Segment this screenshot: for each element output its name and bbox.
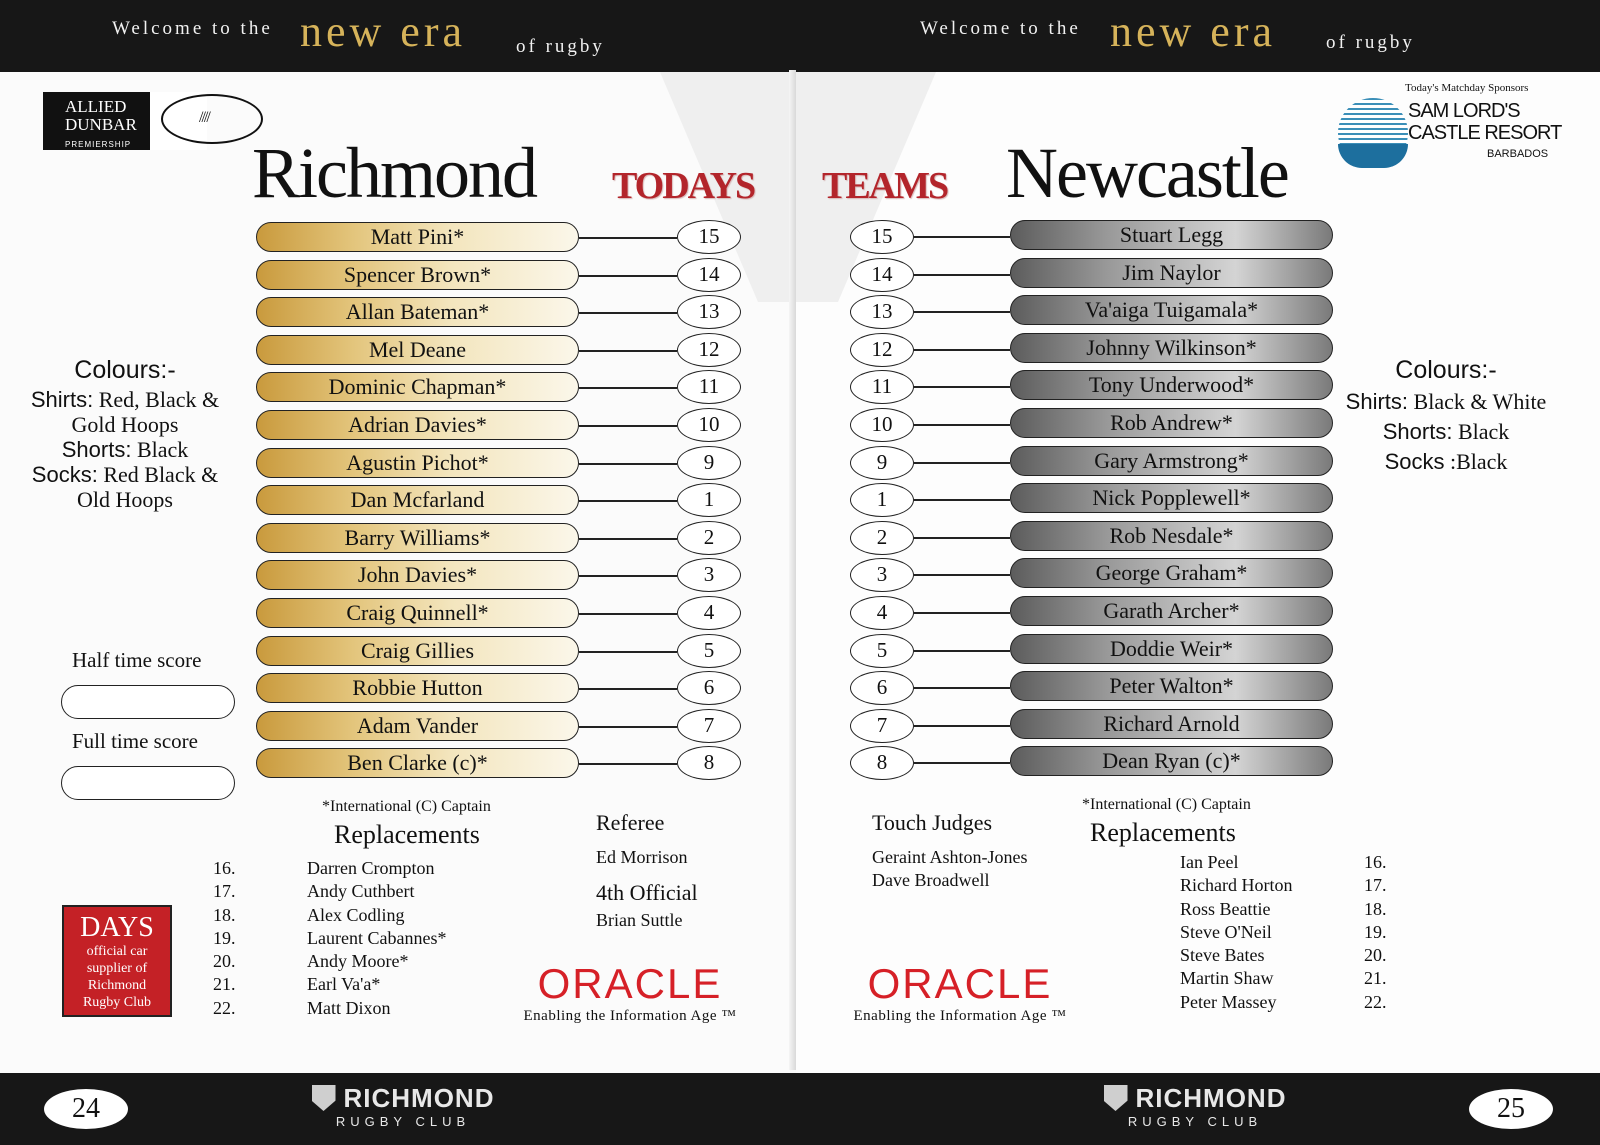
replacement-name: Laurent Cabannes* (307, 927, 447, 948)
crest-icon (312, 1085, 336, 1111)
new-era-text: new era (1110, 7, 1277, 56)
player-number: 10 (677, 408, 741, 442)
player-number: 15 (850, 220, 914, 254)
away-replacements-title: Replacements (1090, 818, 1236, 847)
connector-line (579, 312, 677, 314)
socks-label: Socks: (31, 462, 98, 487)
days-line-2: supplier of (86, 961, 148, 976)
player-name: Dan Mcfarland (256, 485, 579, 515)
replacement-name: Steve O'Neil (1180, 921, 1272, 942)
player-number: 11 (850, 370, 914, 404)
home-replacement-list (307, 857, 446, 1020)
player-number: 3 (677, 558, 741, 592)
player-name: Craig Quinnell* (256, 598, 579, 628)
replacement-number: 22. (213, 997, 236, 1018)
connector-line (914, 650, 1010, 652)
days-title: DAYS (80, 912, 154, 943)
connector-line (579, 651, 677, 653)
player-number: 1 (850, 483, 914, 517)
player-name: Dominic Chapman* (256, 372, 579, 402)
dunbar-text: DUNBAR (65, 115, 137, 134)
sponsor-line-1: SAM LORD'S (1408, 100, 1520, 122)
away-replacement-numbers (1364, 851, 1387, 1014)
player-number: 3 (850, 558, 914, 592)
matchday-sponsor-label: Today's Matchday Sponsors (1405, 82, 1529, 94)
full-time-label: Full time score (72, 729, 198, 753)
connector-line (914, 499, 1010, 501)
connector-line (579, 538, 677, 540)
fourth-official-name: Brian Suttle (596, 910, 683, 930)
replacement-number: 20. (1364, 945, 1387, 966)
player-name: Stuart Legg (1010, 220, 1333, 250)
player-name: Dean Ryan (c)* (1010, 746, 1333, 776)
half-time-score-box[interactable] (61, 685, 235, 719)
todays-heading: TODAYS (612, 165, 755, 207)
replacement-number: 18. (213, 904, 236, 925)
oracle-wordmark: ORACLE (537, 960, 723, 1007)
player-name: Nick Popplewell* (1010, 483, 1333, 513)
club-name: RICHMOND (1135, 1083, 1287, 1113)
player-name: Johnny Wilkinson* (1010, 333, 1333, 363)
left-page (0, 0, 796, 1145)
replacement-number: 17. (1364, 875, 1387, 896)
replacement-name: Earl Va'a* (307, 974, 381, 995)
allied-text: ALLIED (65, 97, 127, 116)
replacement-name: Peter Massey (1180, 991, 1277, 1012)
connector-line (579, 613, 677, 615)
player-number: 14 (677, 258, 741, 292)
player-number: 1 (677, 483, 741, 517)
replacement-number: 16. (1364, 852, 1387, 872)
referee-name: Ed Morrison (596, 847, 688, 867)
player-name: Jim Naylor (1010, 258, 1333, 288)
player-name: Mel Deane (256, 335, 579, 365)
full-time-score-box[interactable] (61, 766, 235, 800)
touch-judge-1: Geraint Ashton-Jones (872, 847, 1028, 867)
replacement-name: Alex Codling (307, 904, 405, 925)
oracle-logo-right (840, 960, 1080, 1025)
player-name: Va'aiga Tuigamala* (1010, 295, 1333, 325)
oracle-tagline: Enabling the Information Age ™ (523, 1008, 737, 1024)
player-number: 4 (677, 596, 741, 630)
replacement-number: 17. (213, 881, 236, 902)
player-name: Adam Vander (256, 711, 579, 741)
of-rugby-text: of rugby (516, 36, 605, 57)
oracle-logo-left (510, 960, 750, 1025)
page-number-right: 25 (1469, 1089, 1553, 1129)
club-sub: RUGBY CLUB (1127, 1114, 1263, 1129)
player-number: 14 (850, 258, 914, 292)
connector-line (579, 387, 677, 389)
replacement-number: 21. (213, 974, 236, 995)
player-number: 10 (850, 408, 914, 442)
player-name: Allan Bateman* (256, 297, 579, 327)
days-ad (62, 905, 172, 1017)
left-footer-bar (0, 1073, 796, 1145)
connector-line (579, 463, 677, 465)
replacement-number: 19. (213, 927, 236, 948)
player-number: 5 (677, 634, 741, 668)
left-header-bar (0, 0, 796, 72)
player-number: 5 (850, 634, 914, 668)
player-name: Garath Archer* (1010, 596, 1333, 626)
page-number-left: 24 (44, 1089, 128, 1129)
colours-title: Colours:- (1395, 356, 1497, 384)
socks-value-2: Old Hoops (77, 487, 173, 512)
replacement-name: Ian Peel (1180, 852, 1239, 872)
shorts-label: Shorts: (1382, 419, 1453, 444)
player-name: Robbie Hutton (256, 673, 579, 703)
connector-line (579, 575, 677, 577)
player-number: 9 (850, 446, 914, 480)
player-name: Spencer Brown* (256, 260, 579, 290)
player-name: Agustin Pichot* (256, 448, 579, 478)
days-line-4: Rugby Club (82, 995, 152, 1010)
player-number: 9 (677, 446, 741, 480)
connector-line (579, 237, 677, 239)
player-number: 7 (850, 709, 914, 743)
shirts-value-2: Gold Hoops (71, 412, 179, 437)
shirts-label: Shirts: (30, 387, 94, 412)
club-logo-right (1090, 1083, 1300, 1129)
crest-icon (1104, 1085, 1128, 1111)
player-name: Adrian Davies* (256, 410, 579, 440)
connector-line (914, 424, 1010, 426)
replacement-name: Steve Bates (1180, 945, 1265, 966)
player-number: 13 (850, 295, 914, 329)
player-name: John Davies* (256, 560, 579, 590)
connector-line (914, 236, 1010, 238)
connector-line (914, 574, 1010, 576)
allied-dunbar-logo (43, 92, 207, 150)
away-replacement-list (1180, 851, 1292, 1014)
player-number: 12 (850, 333, 914, 367)
player-name: George Graham* (1010, 558, 1333, 588)
connector-line (579, 726, 677, 728)
club-sub: RUGBY CLUB (335, 1114, 471, 1129)
welcome-text: Welcome to the (920, 18, 1081, 39)
player-name: Craig Gillies (256, 636, 579, 666)
replacement-name: Matt Dixon (307, 997, 391, 1018)
rugby-ball-icon: //// (161, 94, 263, 144)
home-replacement-numbers (213, 857, 236, 1020)
connector-line (914, 462, 1010, 464)
replacement-number: 18. (1364, 898, 1387, 919)
connector-line (579, 275, 677, 277)
shirts-value: Black & White (1413, 389, 1547, 414)
days-line-1: official car (86, 944, 148, 959)
player-number: 15 (677, 220, 741, 254)
right-page (796, 0, 1600, 1145)
connector-line (579, 763, 677, 765)
replacement-name: Darren Crompton (307, 858, 435, 878)
sponsor-line-2: CASTLE RESORT (1408, 122, 1562, 144)
replacement-number: 16. (213, 858, 236, 878)
player-number: 8 (850, 746, 914, 780)
touch-judge-2: Dave Broadwell (872, 870, 990, 890)
replacement-number: 22. (1364, 991, 1387, 1012)
colours-title: Colours:- (74, 356, 176, 384)
player-name: Barry Williams* (256, 523, 579, 553)
player-name: Gary Armstrong* (1010, 446, 1333, 476)
player-number: 13 (677, 295, 741, 329)
sam-lords-logo-icon (1338, 98, 1408, 168)
replacement-name: Martin Shaw (1180, 968, 1274, 989)
home-replacements-title: Replacements (334, 820, 480, 849)
connector-line (914, 386, 1010, 388)
premiership-text: PREMIERSHIP (65, 140, 132, 149)
shorts-value: Black (136, 437, 189, 462)
player-number: 8 (677, 746, 741, 780)
teams-heading: TEAMS (822, 165, 948, 207)
home-colours (14, 358, 236, 512)
player-name: Matt Pini* (256, 222, 579, 252)
shorts-label: Shorts: (61, 437, 132, 462)
right-header-bar (796, 0, 1600, 72)
connector-line (914, 537, 1010, 539)
socks-value: Red Black & (103, 462, 219, 487)
connector-line (914, 274, 1010, 276)
home-team-name: Richmond (252, 133, 536, 213)
referee-label: Referee (596, 810, 665, 835)
new-era-text: new era (300, 7, 467, 56)
player-name: Rob Nesdale* (1010, 521, 1333, 551)
connector-line (579, 500, 677, 502)
oracle-wordmark: ORACLE (867, 960, 1053, 1007)
oracle-tagline: Enabling the Information Age ™ (853, 1008, 1067, 1024)
player-number: 11 (677, 370, 741, 404)
home-note: *International (C) Captain (322, 798, 491, 815)
sponsor-sub: BARBADOS (1487, 148, 1549, 160)
connector-line (579, 688, 677, 690)
connector-line (914, 725, 1010, 727)
player-name: Doddie Weir* (1010, 634, 1333, 664)
replacement-name: Ross Beattie (1180, 898, 1271, 919)
sam-lords-text (1408, 100, 1561, 144)
connector-line (914, 762, 1010, 764)
replacement-number: 19. (1364, 921, 1387, 942)
player-number: 2 (677, 521, 741, 555)
player-number: 12 (677, 333, 741, 367)
shirts-label: Shirts: (1345, 389, 1409, 414)
connector-line (579, 425, 677, 427)
player-number: 4 (850, 596, 914, 630)
fourth-official-label: 4th Official (596, 880, 698, 905)
welcome-text: Welcome to the (112, 18, 273, 39)
player-name: Rob Andrew* (1010, 408, 1333, 438)
connector-line (914, 349, 1010, 351)
club-name: RICHMOND (343, 1083, 495, 1113)
replacement-name: Andy Cuthbert (307, 881, 415, 902)
connector-line (914, 311, 1010, 313)
shirts-value: Red, Black & (98, 387, 220, 412)
player-name: Richard Arnold (1010, 709, 1333, 739)
replacement-name: Richard Horton (1180, 875, 1293, 896)
player-number: 2 (850, 521, 914, 555)
right-footer-bar (796, 1073, 1600, 1145)
replacement-number: 20. (213, 951, 236, 972)
player-name: Ben Clarke (c)* (256, 748, 579, 778)
replacement-number: 21. (1364, 968, 1387, 989)
connector-line (914, 612, 1010, 614)
away-colours (1326, 358, 1566, 477)
player-number: 7 (677, 709, 741, 743)
replacement-name: Andy Moore* (307, 951, 409, 972)
socks-label: Socks (1384, 449, 1445, 474)
socks-value: :Black (1449, 449, 1508, 474)
away-note: *International (C) Captain (1082, 796, 1251, 813)
shorts-value: Black (1457, 419, 1510, 444)
player-name: Peter Walton* (1010, 671, 1333, 701)
half-time-label: Half time score (72, 648, 202, 672)
away-team-name: Newcastle (1006, 133, 1288, 213)
connector-line (579, 350, 677, 352)
player-number: 6 (677, 671, 741, 705)
club-logo-left (298, 1083, 508, 1129)
player-number: 6 (850, 671, 914, 705)
player-name: Tony Underwood* (1010, 370, 1333, 400)
days-line-3: Richmond (87, 978, 147, 993)
of-rugby-text: of rugby (1326, 32, 1415, 53)
touch-judges-label: Touch Judges (872, 810, 993, 835)
connector-line (914, 687, 1010, 689)
